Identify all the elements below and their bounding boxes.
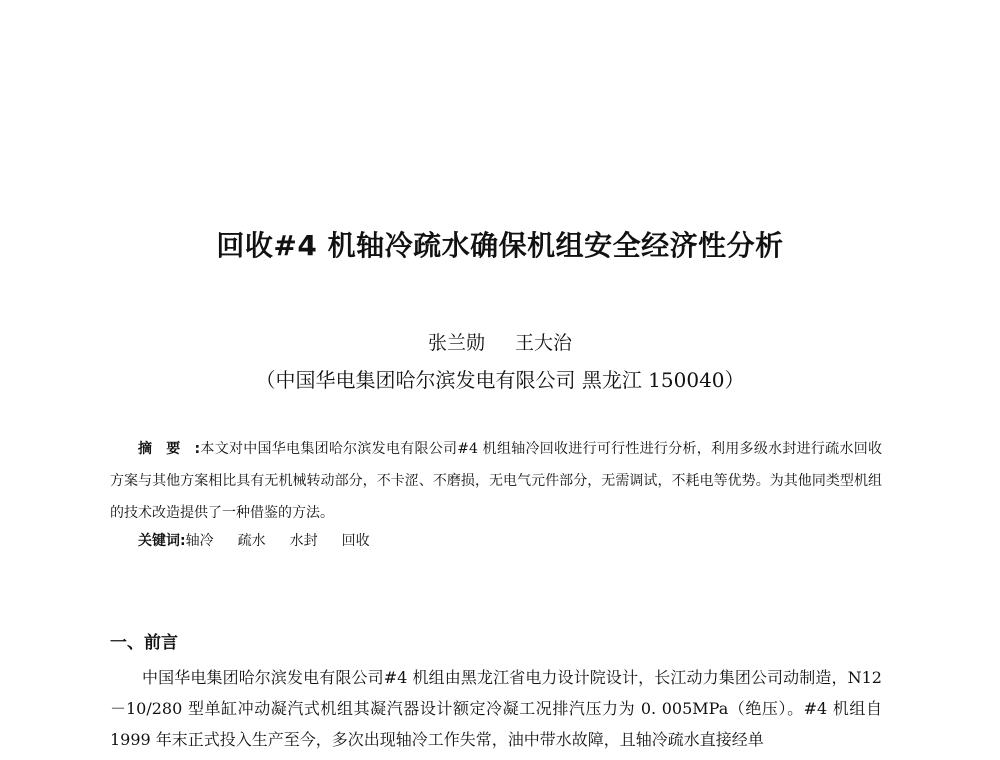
- keyword: 水封: [289, 533, 318, 549]
- body-paragraph: 中国华电集团哈尔滨发电有限公司#4 机组由黑龙江省电力设计院设计，长江动力集团公司动制造，N12－10/280 型单缸冲动凝汽式机组其凝汽器设计额定冷凝工况排汽压力为 0. 005MPa（绝压）。#4 机组自 1999 年末正式投入生产至今，多次出现轴冷工作失常，油中带水故障，且轴冷疏水直接经单: [110, 668, 882, 749]
- keyword: 轴冷: [185, 533, 214, 549]
- author-name: 王大治: [515, 332, 573, 354]
- author-list: [0, 328, 1000, 355]
- abstract-text: 本文对中国华电集团哈尔滨发电有限公司#4 机组轴冷回收进行可行性进行分析，利用多级水封进行疏水回收方案与其他方案相比具有无机械转动部分，不卡涩、不磨损，无电气元件部分，无需调试，不耗电等优势。为其他同类型机组的技术改造提供了一种借鉴的方法。: [110, 441, 882, 521]
- keyword: 回收: [341, 533, 370, 549]
- keyword: 疏水: [237, 533, 266, 549]
- keywords-line: [138, 530, 370, 550]
- abstract-label: 摘要: [138, 441, 195, 457]
- keywords-label: 关键词:: [138, 533, 186, 549]
- section-heading: 一、前言: [110, 633, 178, 653]
- abstract-colon: :: [194, 441, 201, 457]
- abstract-block: [110, 433, 882, 529]
- author-name: 张兰勋: [427, 332, 485, 354]
- paper-title: 回收#4 机轴冷疏水确保机组安全经济性分析: [216, 229, 784, 262]
- author-affiliation: （中国华电集团哈尔滨发电有限公司 黑龙江 150040）: [255, 368, 745, 392]
